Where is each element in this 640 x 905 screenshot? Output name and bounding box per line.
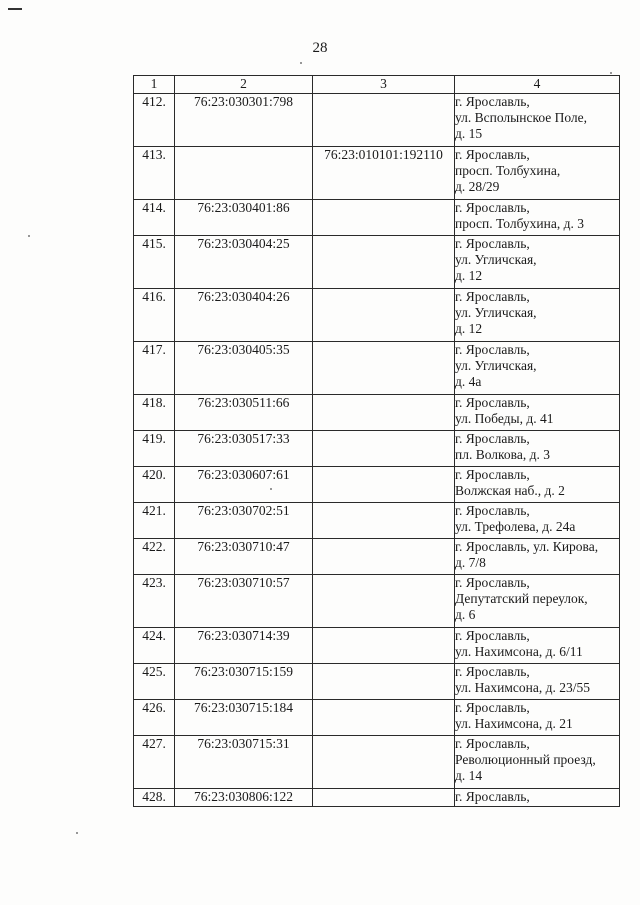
address-line: г. Ярославль, bbox=[455, 431, 530, 446]
cadastral-number-col3 bbox=[313, 236, 455, 289]
address-line: просп. Толбухина, bbox=[455, 163, 561, 178]
column-header-2: 2 bbox=[175, 76, 313, 94]
cadastral-number-col3: 76:23:010101:192110 bbox=[313, 147, 455, 200]
row-number: 420. bbox=[134, 467, 175, 503]
address-line: просп. Толбухина, д. 3 bbox=[455, 216, 584, 231]
address-cell bbox=[455, 147, 620, 200]
row-number: 412. bbox=[134, 94, 175, 147]
address-cell bbox=[455, 395, 620, 431]
page-number: 28 bbox=[312, 40, 328, 56]
row-number: 421. bbox=[134, 503, 175, 539]
address-line: д. 7/8 bbox=[455, 555, 486, 570]
scan-speck bbox=[610, 72, 612, 74]
address-line: пл. Волкова, д. 3 bbox=[455, 447, 550, 462]
row-number: 422. bbox=[134, 539, 175, 575]
address-line: г. Ярославль, bbox=[455, 628, 530, 643]
address-cell bbox=[455, 342, 620, 395]
address-cell bbox=[455, 94, 620, 147]
table-row bbox=[134, 736, 620, 789]
address-line: г. Ярославль, bbox=[455, 94, 530, 109]
cadastral-number-col2: 76:23:030607:61 bbox=[175, 467, 313, 503]
cadastral-number-col3 bbox=[313, 431, 455, 467]
cadastral-number-col3 bbox=[313, 467, 455, 503]
table-row bbox=[134, 467, 620, 503]
address-line: ул. Нахимсона, д. 21 bbox=[455, 716, 573, 731]
scan-speck bbox=[270, 488, 272, 490]
address-cell bbox=[455, 539, 620, 575]
row-number: 419. bbox=[134, 431, 175, 467]
row-number: 414. bbox=[134, 200, 175, 236]
address-line: г. Ярославль, bbox=[455, 503, 530, 518]
address-cell bbox=[455, 700, 620, 736]
address-line: г. Ярославль, bbox=[455, 467, 530, 482]
address-cell bbox=[455, 289, 620, 342]
column-header-1: 1 bbox=[134, 76, 175, 94]
table-row bbox=[134, 236, 620, 289]
address-line: г. Ярославль, bbox=[455, 575, 530, 590]
address-line: д. 14 bbox=[455, 768, 483, 783]
address-cell bbox=[455, 236, 620, 289]
table-row bbox=[134, 147, 620, 200]
cadastral-number-col3 bbox=[313, 395, 455, 431]
address-line: г. Ярославль, bbox=[455, 147, 530, 162]
row-number: 427. bbox=[134, 736, 175, 789]
table-row bbox=[134, 342, 620, 395]
cadastral-number-col3 bbox=[313, 628, 455, 664]
row-number: 428. bbox=[134, 789, 175, 807]
address-line: г. Ярославль, bbox=[455, 736, 530, 751]
cadastral-number-col2: 76:23:030715:159 bbox=[175, 664, 313, 700]
address-cell bbox=[455, 467, 620, 503]
table-row bbox=[134, 94, 620, 147]
table-header-row bbox=[134, 76, 620, 94]
table-row bbox=[134, 395, 620, 431]
address-cell bbox=[455, 200, 620, 236]
row-number: 415. bbox=[134, 236, 175, 289]
cadastral-number-col2 bbox=[175, 147, 313, 200]
address-line: г. Ярославль, bbox=[455, 700, 530, 715]
cadastral-number-col3 bbox=[313, 575, 455, 628]
table-row bbox=[134, 431, 620, 467]
address-cell bbox=[455, 628, 620, 664]
row-number: 423. bbox=[134, 575, 175, 628]
row-number: 413. bbox=[134, 147, 175, 200]
column-header-3: 3 bbox=[313, 76, 455, 94]
table-row bbox=[134, 700, 620, 736]
address-line: Революционный проезд, bbox=[455, 752, 596, 767]
scan-speck bbox=[300, 62, 302, 64]
address-line: д. 12 bbox=[455, 268, 483, 283]
address-line: д. 28/29 bbox=[455, 179, 500, 194]
cadastral-number-col2: 76:23:030710:57 bbox=[175, 575, 313, 628]
address-cell bbox=[455, 575, 620, 628]
cadastral-number-col2: 76:23:030404:26 bbox=[175, 289, 313, 342]
address-line: Волжская наб., д. 2 bbox=[455, 483, 565, 498]
address-line: ул. Всполынское Поле, bbox=[455, 110, 588, 125]
address-line: ул. Угличская, bbox=[455, 252, 537, 267]
address-line: ул. Угличская, bbox=[455, 305, 537, 320]
address-cell bbox=[455, 431, 620, 467]
cadastral-number-col2: 76:23:030806:122 bbox=[175, 789, 313, 807]
cadastral-number-col2: 76:23:030715:184 bbox=[175, 700, 313, 736]
cadastral-number-col3 bbox=[313, 736, 455, 789]
table-row bbox=[134, 289, 620, 342]
address-line: г. Ярославль, bbox=[455, 200, 530, 215]
address-line: д. 4а bbox=[455, 374, 482, 389]
parcel-table bbox=[133, 75, 620, 807]
address-line: ул. Победы, д. 41 bbox=[455, 411, 554, 426]
column-header-4: 4 bbox=[455, 76, 620, 94]
row-number: 425. bbox=[134, 664, 175, 700]
address-cell bbox=[455, 664, 620, 700]
scan-speck bbox=[76, 832, 78, 834]
address-line: г. Ярославль, bbox=[455, 236, 530, 251]
address-cell bbox=[455, 503, 620, 539]
table-row bbox=[134, 789, 620, 807]
table-row bbox=[134, 628, 620, 664]
address-line: г. Ярославль, bbox=[455, 664, 530, 679]
scan-corner-mark bbox=[8, 8, 22, 10]
cadastral-number-col3 bbox=[313, 94, 455, 147]
cadastral-number-col2: 76:23:030404:25 bbox=[175, 236, 313, 289]
address-line: ул. Трефолева, д. 24а bbox=[455, 519, 576, 534]
address-line: Депутатский переулок, bbox=[455, 591, 588, 606]
table-body bbox=[134, 94, 620, 807]
cadastral-number-col3 bbox=[313, 789, 455, 807]
cadastral-number-col3 bbox=[313, 200, 455, 236]
cadastral-number-col3 bbox=[313, 342, 455, 395]
cadastral-number-col2: 76:23:030702:51 bbox=[175, 503, 313, 539]
cadastral-number-col3 bbox=[313, 539, 455, 575]
cadastral-number-col3 bbox=[313, 289, 455, 342]
cadastral-number-col2: 76:23:030714:39 bbox=[175, 628, 313, 664]
row-number: 417. bbox=[134, 342, 175, 395]
scan-speck bbox=[28, 235, 30, 237]
table-row bbox=[134, 200, 620, 236]
row-number: 416. bbox=[134, 289, 175, 342]
address-line: ул. Угличская, bbox=[455, 358, 537, 373]
table-row bbox=[134, 664, 620, 700]
cadastral-number-col2: 76:23:030511:66 bbox=[175, 395, 313, 431]
address-cell bbox=[455, 736, 620, 789]
row-number: 424. bbox=[134, 628, 175, 664]
address-line: г. Ярославль, bbox=[455, 395, 530, 410]
cadastral-number-col2: 76:23:030301:798 bbox=[175, 94, 313, 147]
row-number: 426. bbox=[134, 700, 175, 736]
address-line: ул. Нахимсона, д. 23/55 bbox=[455, 680, 590, 695]
cadastral-number-col3 bbox=[313, 503, 455, 539]
cadastral-number-col2: 76:23:030401:86 bbox=[175, 200, 313, 236]
address-line: г. Ярославль, ул. Кирова, bbox=[455, 539, 599, 554]
address-line: ул. Нахимсона, д. 6/11 bbox=[455, 644, 583, 659]
cadastral-number-col3 bbox=[313, 700, 455, 736]
address-line: д. 15 bbox=[455, 126, 483, 141]
address-line: г. Ярославль, bbox=[455, 789, 530, 804]
address-line: г. Ярославль, bbox=[455, 289, 530, 304]
table-row bbox=[134, 503, 620, 539]
cadastral-number-col2: 76:23:030517:33 bbox=[175, 431, 313, 467]
address-line: д. 6 bbox=[455, 607, 476, 622]
address-line: г. Ярославль, bbox=[455, 342, 530, 357]
cadastral-number-col2: 76:23:030715:31 bbox=[175, 736, 313, 789]
row-number: 418. bbox=[134, 395, 175, 431]
cadastral-number-col2: 76:23:030405:35 bbox=[175, 342, 313, 395]
table-row bbox=[134, 539, 620, 575]
cadastral-number-col2: 76:23:030710:47 bbox=[175, 539, 313, 575]
cadastral-number-col3 bbox=[313, 664, 455, 700]
table-row bbox=[134, 575, 620, 628]
address-line: д. 12 bbox=[455, 321, 483, 336]
address-cell bbox=[455, 789, 620, 807]
